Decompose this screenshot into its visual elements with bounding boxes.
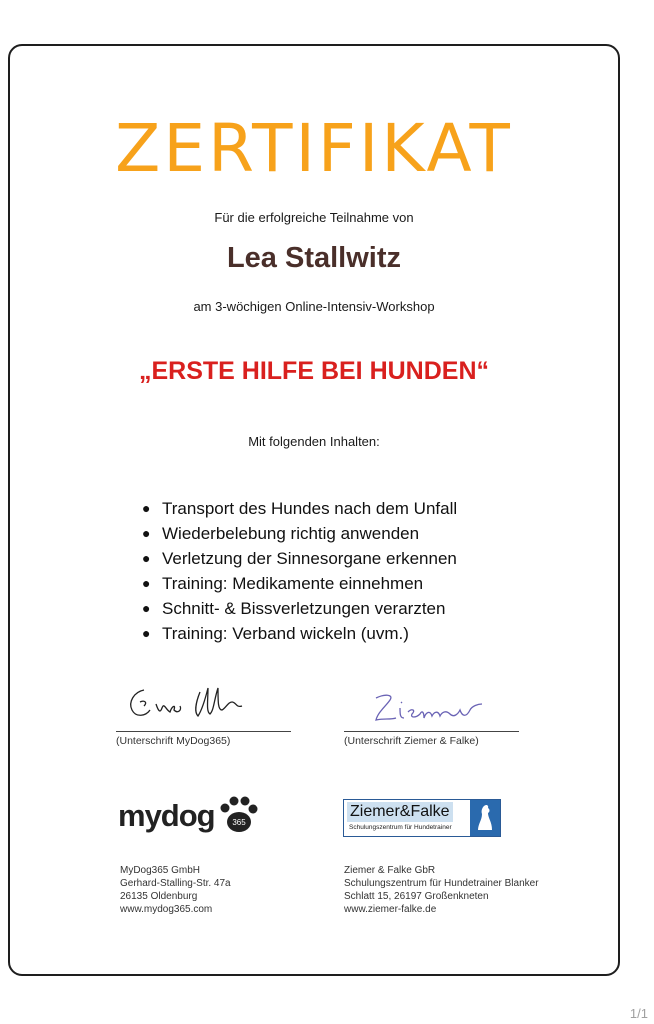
svg-text:365: 365 bbox=[232, 818, 246, 827]
list-item: ● Transport des Hundes nach dem Unfall bbox=[140, 496, 457, 521]
bullet-icon: ● bbox=[142, 500, 151, 516]
address-mydog365: MyDog365 GmbH Gerhard-Stalling-Str. 47a 26135 Oldenburg www.mydog365.com bbox=[120, 865, 231, 915]
course-title: „ERSTE HILFE BEI HUNDEN“ bbox=[138, 357, 490, 385]
intro-text: Für die erfolgreiche Teilnahme von bbox=[214, 210, 414, 225]
signature-caption-right: (Unterschrift Ziemer & Falke) bbox=[344, 735, 479, 747]
signature-line-left bbox=[116, 731, 291, 732]
certificate-page bbox=[8, 44, 620, 976]
list-item: ● Verletzung der Sinnesorgane erkennen bbox=[140, 546, 457, 571]
mydog-wordmark: mydog bbox=[118, 798, 215, 833]
bullet-icon: ● bbox=[142, 625, 151, 641]
mydog365-logo bbox=[118, 798, 246, 838]
ziemer-falke-wordmark: Ziemer&Falke bbox=[347, 802, 453, 822]
page-indicator: 1/1 bbox=[629, 1006, 648, 1021]
certificate-title: ZERTIFIKAT bbox=[115, 110, 513, 187]
bullet-icon: ● bbox=[142, 525, 151, 541]
ziemer-falke-tagline: Schulungszentrum für Hundetrainer bbox=[349, 824, 452, 831]
signature-line-right bbox=[344, 731, 519, 732]
dog-icon bbox=[470, 800, 500, 836]
list-item: ● Training: Medikamente einnehmen bbox=[140, 571, 457, 596]
list-item: ● Schnitt- & Bissverletzungen verarzten bbox=[140, 596, 457, 621]
contents-heading: Mit folgenden Inhalten: bbox=[248, 434, 380, 449]
workshop-subtitle: am 3-wöchigen Online-Intensiv-Workshop bbox=[193, 299, 435, 314]
list-item: ● Training: Verband wickeln (uvm.) bbox=[140, 621, 457, 646]
bullet-icon: ● bbox=[142, 575, 151, 591]
address-ziemer-falke: Ziemer & Falke GbR Schulungszentrum für Hundetrainer Blanker Schlatt 15, 26197 Großenkneten www.ziemer-falke.de bbox=[344, 865, 539, 915]
ziemer-falke-logo bbox=[343, 799, 501, 837]
contents-list bbox=[140, 496, 457, 646]
bullet-icon: ● bbox=[142, 600, 151, 616]
signature-ziemer-falke bbox=[370, 690, 510, 730]
signature-mydog365 bbox=[122, 680, 262, 730]
signature-caption-left: (Unterschrift MyDog365) bbox=[116, 735, 231, 747]
bullet-icon: ● bbox=[142, 550, 151, 566]
paw-icon bbox=[216, 796, 260, 836]
participant-name: Lea Stallwitz bbox=[226, 242, 402, 274]
list-item: ● Wiederbelebung richtig anwenden bbox=[140, 521, 457, 546]
